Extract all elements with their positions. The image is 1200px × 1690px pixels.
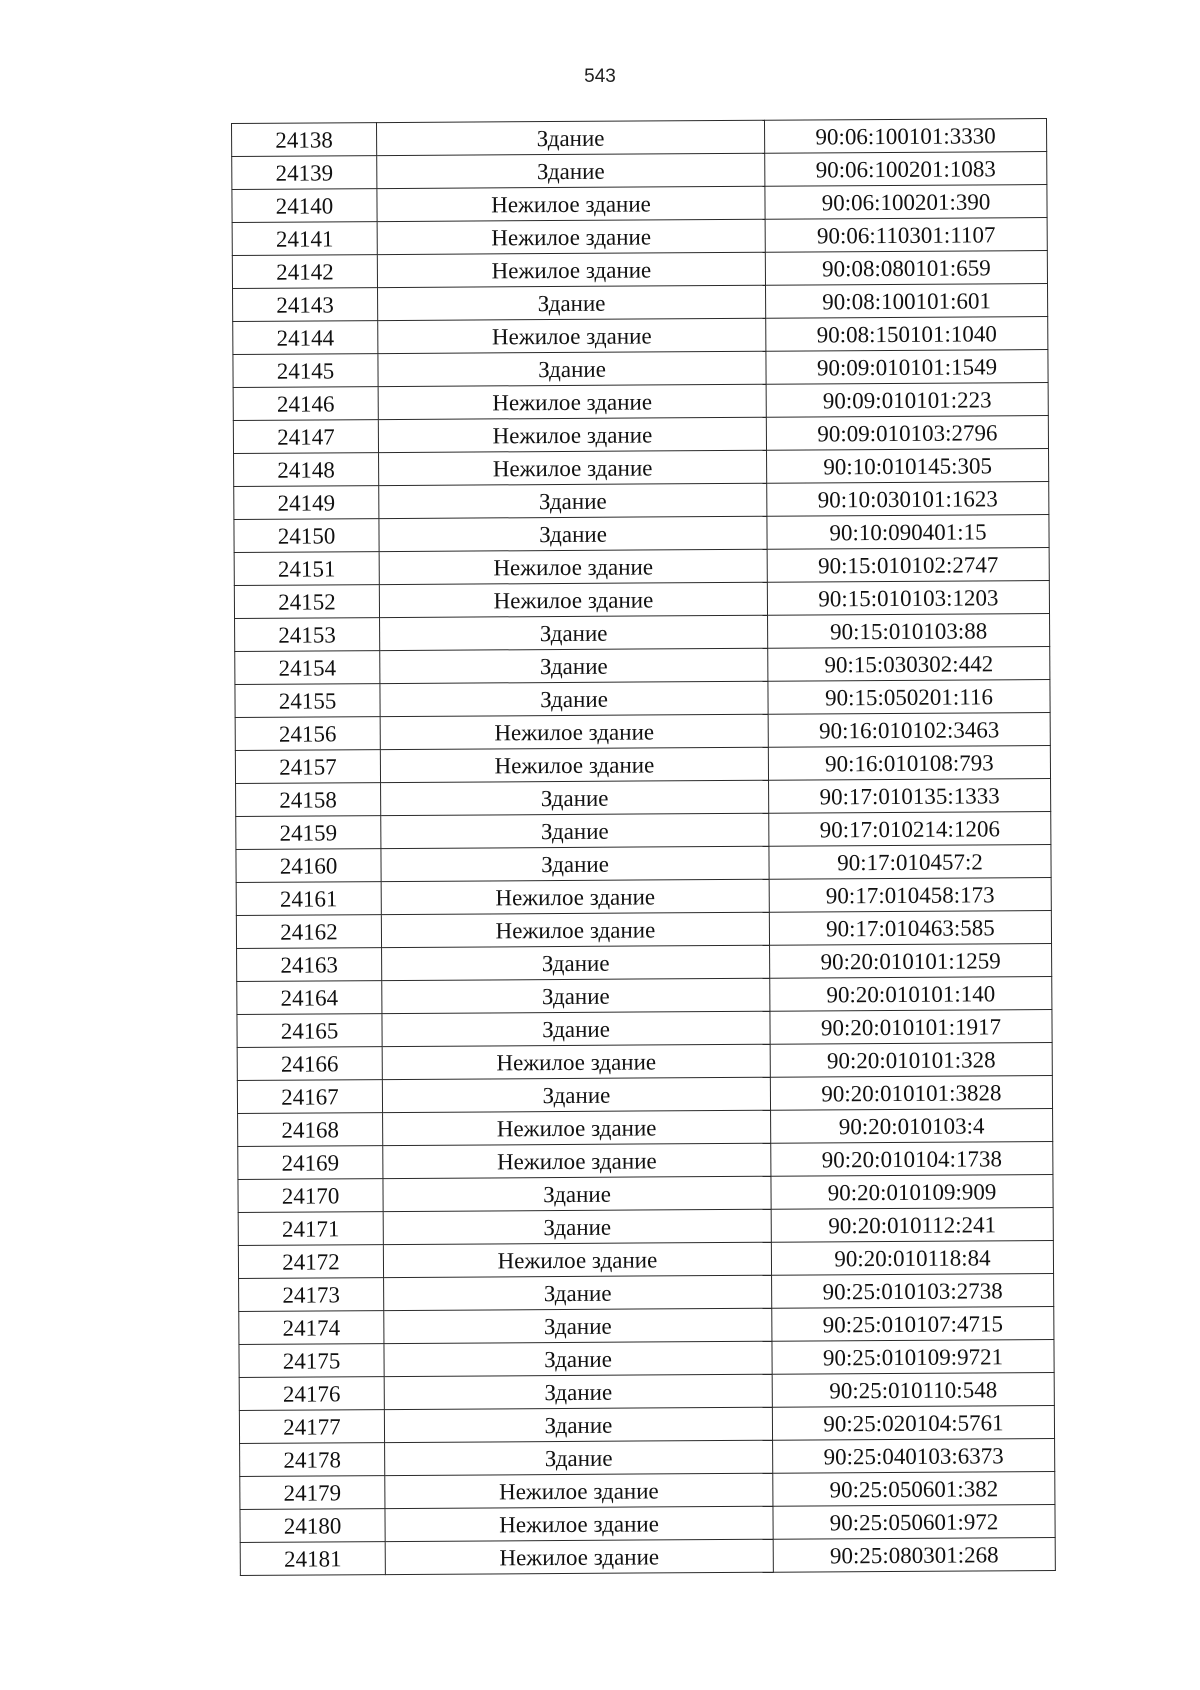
cadastral-number-cell: 90:09:010101:223	[766, 383, 1048, 418]
row-number-cell: 24165	[237, 1014, 382, 1048]
cadastral-number-cell: 90:08:100101:601	[766, 284, 1048, 319]
table-row	[238, 1207, 1053, 1245]
object-type-cell: Здание	[380, 648, 768, 683]
cadastral-number-cell: 90:16:010102:3463	[768, 713, 1050, 748]
object-type-cell: Нежилое здание	[381, 912, 769, 947]
table-row	[236, 812, 1051, 850]
cadastral-number-cell: 90:15:010102:2747	[767, 548, 1049, 583]
table-row	[233, 350, 1048, 388]
cadastral-number-cell: 90:25:050601:972	[773, 1504, 1055, 1539]
table-row	[237, 1010, 1052, 1048]
row-number-cell: 24154	[235, 651, 380, 685]
row-number-cell: 24153	[235, 618, 380, 652]
object-type-cell: Нежилое здание	[377, 252, 765, 287]
object-type-cell: Нежилое здание	[378, 384, 766, 419]
cadastral-number-cell: 90:06:100201:390	[765, 185, 1047, 220]
table-row	[239, 1306, 1054, 1344]
cadastral-number-cell: 90:17:010457:2	[769, 845, 1051, 880]
row-number-cell: 24141	[232, 222, 377, 256]
object-type-cell: Нежилое здание	[378, 417, 766, 452]
cadastral-number-cell: 90:10:010145:305	[767, 449, 1049, 484]
cadastral-number-cell: 90:25:010110:548	[772, 1372, 1054, 1407]
table-row	[236, 878, 1051, 916]
cadastral-number-cell: 90:15:050201:116	[768, 680, 1050, 715]
table-row	[237, 977, 1052, 1015]
row-number-cell: 24155	[235, 684, 380, 718]
object-type-cell: Здание	[382, 945, 770, 980]
table-row	[236, 911, 1051, 949]
row-number-cell: 24140	[232, 189, 377, 223]
cadastral-number-cell: 90:15:030302:442	[768, 647, 1050, 682]
row-number-cell: 24174	[239, 1311, 384, 1345]
table-row	[240, 1438, 1055, 1476]
table-row	[240, 1471, 1055, 1509]
table-row	[236, 845, 1051, 883]
table-row	[238, 1240, 1053, 1278]
cadastral-number-cell: 90:25:010103:2738	[772, 1273, 1054, 1308]
row-number-cell: 24151	[234, 552, 379, 586]
cadastral-number-cell: 90:25:010109:9721	[772, 1339, 1054, 1374]
table-row	[235, 713, 1050, 751]
table-row	[233, 284, 1048, 322]
object-type-cell: Нежилое здание	[383, 1143, 771, 1178]
table-row	[234, 581, 1049, 619]
object-type-cell: Здание	[379, 483, 767, 518]
row-number-cell: 24171	[238, 1212, 383, 1246]
object-type-cell: Нежилое здание	[377, 186, 765, 221]
object-type-cell: Нежилое здание	[379, 450, 767, 485]
table-row	[232, 251, 1047, 289]
cadastral-number-cell: 90:20:010101:140	[770, 977, 1052, 1012]
row-number-cell: 24173	[239, 1278, 384, 1312]
table-row	[232, 152, 1047, 190]
object-type-cell: Здание	[384, 1374, 772, 1409]
page-number: 543	[584, 66, 616, 87]
cadastral-number-cell: 90:15:010103:1203	[767, 581, 1049, 616]
cadastral-number-cell: 90:20:010103:4	[771, 1109, 1053, 1144]
cadastral-number-cell: 90:06:100201:1083	[765, 152, 1047, 187]
table-row	[234, 449, 1049, 487]
table-body	[232, 119, 1056, 1576]
cadastral-number-cell: 90:20:010112:241	[771, 1207, 1053, 1242]
cadastral-number-cell: 90:10:030101:1623	[767, 482, 1049, 517]
object-type-cell: Нежилое здание	[380, 714, 768, 749]
table-row	[234, 548, 1049, 586]
object-type-cell: Здание	[382, 978, 770, 1013]
object-type-cell: Здание	[384, 1308, 772, 1343]
object-type-cell: Здание	[385, 1440, 773, 1475]
row-number-cell: 24156	[235, 717, 380, 751]
cadastral-number-cell: 90:06:100101:3330	[764, 119, 1046, 154]
cadastral-number-cell: 90:16:010108:793	[768, 746, 1050, 781]
object-type-cell: Здание	[383, 1209, 771, 1244]
table-row	[235, 680, 1050, 718]
row-number-cell: 24142	[232, 255, 377, 289]
row-number-cell: 24161	[236, 882, 381, 916]
cadastral-number-cell: 90:10:090401:15	[767, 515, 1049, 550]
row-number-cell: 24168	[238, 1113, 383, 1147]
table-row	[239, 1372, 1054, 1410]
row-number-cell: 24164	[237, 981, 382, 1015]
table-row	[232, 218, 1047, 256]
table-row	[239, 1405, 1054, 1443]
object-type-cell: Здание	[384, 1341, 772, 1376]
cadastral-number-cell: 90:20:010104:1738	[771, 1141, 1053, 1176]
row-number-cell: 24159	[236, 816, 381, 850]
cadastral-number-cell: 90:20:010118:84	[771, 1240, 1053, 1275]
row-number-cell: 24175	[239, 1344, 384, 1378]
table-row	[236, 779, 1051, 817]
cadastral-number-cell: 90:17:010458:173	[769, 878, 1051, 913]
table-row	[234, 515, 1049, 553]
cadastral-number-cell: 90:20:010101:1917	[770, 1010, 1052, 1045]
row-number-cell: 24176	[239, 1377, 384, 1411]
object-type-cell: Нежилое здание	[379, 549, 767, 584]
object-type-cell: Нежилое здание	[385, 1506, 773, 1541]
object-type-cell: Здание	[377, 120, 765, 155]
table-row	[232, 119, 1047, 157]
table-row	[233, 416, 1048, 454]
object-type-cell: Здание	[379, 516, 767, 551]
object-type-cell: Здание	[382, 1077, 770, 1112]
row-number-cell: 24146	[233, 387, 378, 421]
object-type-cell: Здание	[380, 681, 768, 716]
object-type-cell: Здание	[378, 285, 766, 320]
object-type-cell: Нежилое здание	[383, 1110, 771, 1145]
object-type-cell: Нежилое здание	[381, 879, 769, 914]
cadastral-number-cell: 90:20:010101:3828	[770, 1076, 1052, 1111]
row-number-cell: 24143	[233, 288, 378, 322]
cadastral-number-cell: 90:09:010101:1549	[766, 350, 1048, 385]
table-row	[239, 1339, 1054, 1377]
table-row	[235, 647, 1050, 685]
object-type-cell: Здание	[380, 615, 768, 650]
table-row	[233, 383, 1048, 421]
row-number-cell: 24180	[240, 1509, 385, 1543]
table-row	[240, 1504, 1055, 1542]
cadastral-number-cell: 90:25:080301:268	[773, 1537, 1055, 1572]
registry-table	[231, 118, 1056, 1576]
row-number-cell: 24144	[233, 321, 378, 355]
object-type-cell: Нежилое здание	[378, 318, 766, 353]
cadastral-number-cell: 90:25:050601:382	[773, 1471, 1055, 1506]
table-row	[234, 482, 1049, 520]
row-number-cell: 24162	[236, 915, 381, 949]
object-type-cell: Здание	[384, 1407, 772, 1442]
row-number-cell: 24170	[238, 1179, 383, 1213]
object-type-cell: Здание	[382, 1011, 770, 1046]
row-number-cell: 24181	[240, 1542, 385, 1576]
table-row	[235, 614, 1050, 652]
cadastral-number-cell: 90:08:150101:1040	[766, 317, 1048, 352]
table-row	[233, 317, 1048, 355]
table-row	[235, 746, 1050, 784]
cadastral-number-cell: 90:20:010101:1259	[770, 944, 1052, 979]
row-number-cell: 24166	[237, 1047, 382, 1081]
cadastral-number-cell: 90:20:010109:909	[771, 1174, 1053, 1209]
row-number-cell: 24138	[232, 123, 377, 157]
row-number-cell: 24169	[238, 1146, 383, 1180]
cadastral-number-cell: 90:08:080101:659	[765, 251, 1047, 286]
object-type-cell: Нежилое здание	[382, 1044, 770, 1079]
object-type-cell: Здание	[381, 846, 769, 881]
table-row	[237, 944, 1052, 982]
cadastral-number-cell: 90:25:020104:5761	[772, 1405, 1054, 1440]
cadastral-number-cell: 90:17:010463:585	[769, 911, 1051, 946]
row-number-cell: 24158	[236, 783, 381, 817]
table-row	[238, 1141, 1053, 1179]
table-row	[238, 1174, 1053, 1212]
object-type-cell: Нежилое здание	[385, 1473, 773, 1508]
table-row	[239, 1273, 1054, 1311]
cadastral-number-cell: 90:15:010103:88	[768, 614, 1050, 649]
cadastral-number-cell: 90:06:110301:1107	[765, 218, 1047, 253]
row-number-cell: 24147	[233, 420, 378, 454]
table-row	[237, 1043, 1052, 1081]
row-number-cell: 24157	[235, 750, 380, 784]
table-row	[238, 1109, 1053, 1147]
object-type-cell: Нежилое здание	[383, 1242, 771, 1277]
cadastral-number-cell: 90:25:040103:6373	[773, 1438, 1055, 1473]
object-type-cell: Здание	[383, 1176, 771, 1211]
row-number-cell: 24160	[236, 849, 381, 883]
row-number-cell: 24178	[240, 1443, 385, 1477]
row-number-cell: 24163	[237, 948, 382, 982]
row-number-cell: 24150	[234, 519, 379, 553]
object-type-cell: Нежилое здание	[379, 582, 767, 617]
row-number-cell: 24145	[233, 354, 378, 388]
row-number-cell: 24152	[234, 585, 379, 619]
cadastral-number-cell: 90:17:010214:1206	[769, 812, 1051, 847]
cadastral-number-cell: 90:25:010107:4715	[772, 1306, 1054, 1341]
object-type-cell: Нежилое здание	[380, 747, 768, 782]
cadastral-number-cell: 90:17:010135:1333	[769, 779, 1051, 814]
row-number-cell: 24149	[234, 486, 379, 520]
table-row	[240, 1537, 1055, 1575]
row-number-cell: 24179	[240, 1476, 385, 1510]
table-row	[237, 1076, 1052, 1114]
row-number-cell: 24172	[238, 1245, 383, 1279]
object-type-cell: Здание	[381, 813, 769, 848]
object-type-cell: Нежилое здание	[385, 1539, 773, 1574]
object-type-cell: Здание	[378, 351, 766, 386]
row-number-cell: 24177	[239, 1410, 384, 1444]
cadastral-number-cell: 90:20:010101:328	[770, 1043, 1052, 1078]
object-type-cell: Нежилое здание	[377, 219, 765, 254]
row-number-cell: 24148	[234, 453, 379, 487]
cadastral-number-cell: 90:09:010103:2796	[766, 416, 1048, 451]
row-number-cell: 24139	[232, 156, 377, 190]
table-row	[232, 185, 1047, 223]
object-type-cell: Здание	[377, 153, 765, 188]
object-type-cell: Здание	[384, 1275, 772, 1310]
object-type-cell: Здание	[381, 780, 769, 815]
row-number-cell: 24167	[237, 1080, 382, 1114]
